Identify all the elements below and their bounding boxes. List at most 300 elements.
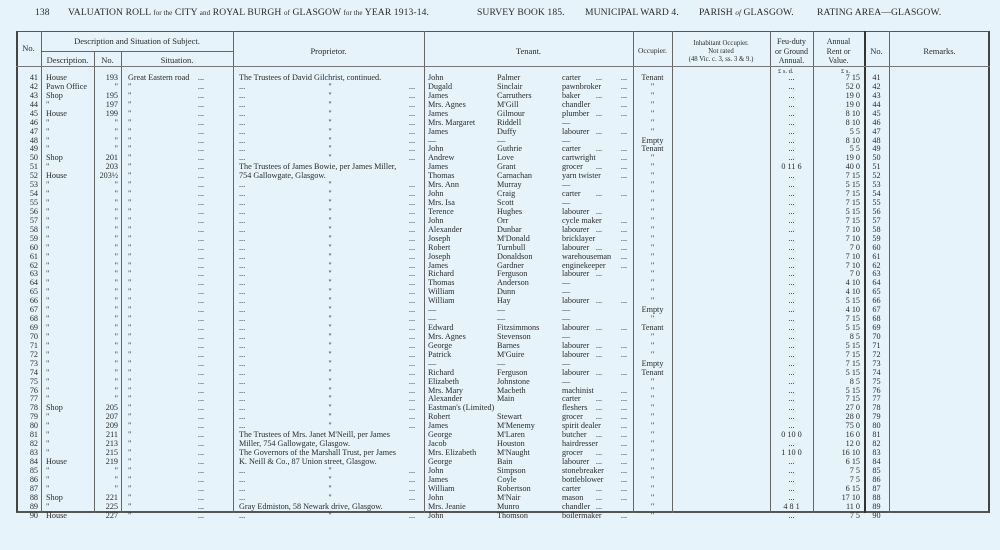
row-description: " — [46, 394, 50, 404]
row-situation: " — [128, 448, 132, 458]
row-street-number: " — [114, 358, 118, 368]
row-proprietor-dots: ... — [408, 224, 416, 234]
row-proprietor: ... — [239, 287, 246, 297]
row-annual-rent: 28 0 — [845, 412, 860, 422]
row-situation-dots: ... — [197, 135, 205, 145]
row-proprietor: K. Neill & Co., 87 Union street, Glasgow. — [239, 456, 377, 466]
row-proprietor: ... — [239, 421, 246, 431]
row-occupation-dots-2: ... — [620, 412, 628, 422]
row-proprietor-ditto: " — [328, 403, 332, 413]
row-occupation-dots: ... — [595, 492, 603, 502]
row-description: " — [46, 340, 50, 350]
row-tenant-first-name: — — [428, 358, 437, 368]
table-row — [0, 305, 1000, 314]
row-occupation-dots: ... — [595, 340, 603, 350]
row-description: " — [46, 296, 50, 306]
row-situation: " — [128, 215, 132, 225]
row-occupier: " — [650, 233, 655, 243]
row-proprietor: ... — [239, 126, 246, 136]
col-header-proprietor: Proprietor. — [310, 46, 347, 56]
row-tenant-occupation: carter — [562, 73, 581, 82]
row-occupation-dots-2: ... — [620, 233, 628, 243]
table-row — [0, 412, 1000, 421]
row-proprietor: ... — [239, 206, 246, 216]
row-street-number: 219 — [105, 456, 118, 466]
row-proprietor-dots: ... — [408, 510, 416, 520]
row-tenant-first-name: John — [428, 144, 444, 154]
row-occupation-dots-2: ... — [620, 242, 628, 252]
row-occupation-dots-2: ... — [620, 394, 628, 404]
row-tenant-occupation: pawnbroker — [562, 81, 602, 91]
row-occupation-dots-2: ... — [620, 349, 628, 359]
row-occupier: " — [650, 242, 655, 252]
row-tenant-first-name: George — [428, 340, 452, 350]
row-number-right: 56 — [872, 206, 881, 216]
row-situation-dots: ... — [197, 144, 205, 154]
row-occupation-dots-2: ... — [620, 215, 628, 225]
table-row — [0, 484, 1000, 493]
row-number: 51 — [29, 162, 38, 172]
row-number: 73 — [29, 358, 38, 368]
row-number: 63 — [29, 269, 38, 279]
row-number-right: 89 — [872, 501, 881, 511]
row-tenant-first-name: Edward — [428, 323, 454, 333]
row-proprietor: ... — [239, 367, 246, 377]
row-description: " — [46, 367, 50, 377]
row-tenant-occupation: chandler — [562, 501, 591, 511]
row-description: Shop — [46, 90, 63, 100]
roll-title: VALUATION ROLL for the CITY and ROYAL BURGH of GLASGOW for the YEAR 1913-14. — [68, 7, 429, 18]
row-situation: " — [128, 340, 132, 350]
row-number-right: 41 — [872, 73, 881, 82]
row-proprietor: The Trustees of David Gilchrist, continued. — [239, 73, 382, 82]
row-proprietor: ... — [239, 215, 246, 225]
row-number-right: 52 — [872, 171, 881, 181]
row-number: 56 — [29, 206, 38, 216]
row-situation-dots: ... — [197, 180, 205, 190]
row-feu-duty: ... — [788, 492, 795, 502]
row-occupier: " — [650, 314, 655, 324]
row-street-number: " — [114, 314, 118, 324]
row-tenant-surname: Hay — [497, 296, 511, 306]
row-annual-rent: 75 0 — [845, 421, 860, 431]
row-street-number: 221 — [105, 492, 118, 502]
row-occupation-dots-2: ... — [620, 510, 628, 520]
row-tenant-occupation: labourer — [562, 126, 590, 136]
row-occupation-dots: ... — [595, 242, 603, 252]
row-annual-rent: 5 15 — [845, 296, 860, 306]
row-tenant-occupation: — — [562, 376, 571, 386]
row-tenant-surname: Orr — [497, 215, 509, 225]
row-situation-dots: ... — [197, 90, 205, 100]
row-occupation-dots-2: ... — [620, 367, 628, 377]
row-proprietor: ... — [239, 314, 246, 324]
row-proprietor-ditto: " — [328, 340, 332, 350]
row-occupier: " — [650, 501, 655, 511]
municipal-ward: MUNICIPAL WARD 4. — [585, 7, 679, 18]
row-situation: " — [128, 510, 132, 520]
col-header-no-right: No. — [870, 46, 883, 56]
row-tenant-first-name: Mrs. Elizabeth — [428, 448, 477, 458]
row-tenant-surname: Simpson — [497, 465, 526, 475]
row-proprietor-ditto: " — [328, 81, 332, 91]
row-proprietor-dots: ... — [408, 412, 416, 422]
row-proprietor: The Governors of the Marshall Trust, per James — [239, 448, 396, 458]
row-occupation-dots-2: ... — [620, 73, 628, 82]
row-situation: " — [128, 162, 132, 172]
row-number-right: 67 — [872, 305, 881, 315]
table-row — [0, 252, 1000, 261]
row-occupier: " — [650, 171, 655, 181]
row-situation-dots: ... — [197, 233, 205, 243]
row-number-right: 58 — [872, 224, 881, 234]
row-situation-dots: ... — [197, 81, 205, 91]
row-tenant-first-name: Thomas — [428, 171, 455, 181]
row-tenant-surname: Hughes — [497, 206, 523, 216]
row-proprietor: ... — [239, 296, 246, 306]
row-number: 59 — [29, 233, 38, 243]
row-situation: " — [128, 465, 132, 475]
row-number: 66 — [29, 296, 38, 306]
row-description: " — [46, 483, 50, 493]
row-proprietor: ... — [239, 403, 246, 413]
row-proprietor-dots: ... — [408, 215, 416, 225]
row-proprietor: ... — [239, 144, 246, 154]
row-number: 49 — [29, 144, 38, 154]
row-proprietor-ditto: " — [328, 117, 332, 127]
row-description: " — [46, 215, 50, 225]
row-situation: " — [128, 153, 132, 163]
row-situation-dots: ... — [197, 314, 205, 324]
row-situation: " — [128, 117, 132, 127]
row-annual-rent: 8 5 — [849, 331, 860, 341]
row-proprietor-ditto: " — [328, 287, 332, 297]
row-proprietor-dots: ... — [408, 305, 416, 315]
row-number-right: 77 — [872, 394, 881, 404]
row-number-right: 47 — [872, 126, 881, 136]
row-occupation-dots: ... — [595, 448, 603, 458]
row-annual-rent: 19 0 — [845, 90, 860, 100]
row-number-right: 61 — [872, 251, 881, 261]
row-number: 50 — [29, 153, 38, 163]
row-tenant-occupation: — — [562, 198, 571, 208]
table-row — [0, 153, 1000, 162]
row-street-number: " — [114, 215, 118, 225]
row-tenant-surname: Robertson — [497, 483, 531, 493]
row-number-right: 45 — [872, 108, 881, 118]
row-street-number: " — [114, 367, 118, 377]
row-street-number: 225 — [105, 501, 118, 511]
row-street-number: " — [114, 189, 118, 199]
row-proprietor-ditto: " — [328, 385, 332, 395]
row-situation-dots: ... — [197, 367, 205, 377]
row-number-right: 80 — [872, 421, 881, 431]
row-tenant-occupation: yarn twister — [562, 171, 601, 181]
row-tenant-surname: Thomson — [497, 510, 528, 520]
row-tenant-surname: Duffy — [497, 126, 517, 136]
table-row — [0, 127, 1000, 136]
row-number-right: 90 — [872, 510, 881, 520]
row-tenant-occupation: — — [562, 117, 571, 127]
row-description: " — [46, 331, 50, 341]
row-street-number: 195 — [105, 90, 118, 100]
row-tenant-first-name: Alexander — [428, 394, 463, 404]
row-description: " — [46, 323, 50, 333]
row-proprietor-dots: ... — [408, 474, 416, 484]
row-street-number: " — [114, 135, 118, 145]
row-situation-dots: ... — [197, 456, 205, 466]
row-proprietor-ditto: " — [328, 323, 332, 333]
row-proprietor-dots: ... — [408, 260, 416, 270]
row-tenant-surname: — — [497, 358, 506, 368]
table-row — [0, 359, 1000, 368]
row-proprietor-ditto: " — [328, 269, 332, 279]
row-occupier: Tenant — [641, 367, 664, 377]
row-feu-duty: ... — [788, 474, 795, 484]
row-tenant-first-name: Mrs. Agnes — [428, 99, 466, 109]
row-situation: " — [128, 233, 132, 243]
row-annual-rent: 6 15 — [845, 456, 860, 466]
row-occupier: " — [650, 81, 655, 91]
row-number: 67 — [29, 305, 38, 315]
row-tenant-occupation: mason — [562, 492, 584, 502]
row-situation-dots: ... — [197, 73, 205, 82]
row-tenant-surname: — — [497, 135, 506, 145]
row-proprietor-dots: ... — [408, 135, 416, 145]
row-occupation-dots: ... — [595, 394, 603, 404]
row-feu-duty: ... — [788, 198, 795, 208]
row-occupier: " — [650, 99, 655, 109]
row-annual-rent: 7 15 — [845, 73, 860, 82]
row-annual-rent: 7 0 — [849, 242, 860, 252]
row-proprietor-ditto: " — [328, 180, 332, 190]
table-row — [0, 511, 1000, 520]
row-situation-dots: ... — [197, 412, 205, 422]
row-tenant-first-name: Richard — [428, 367, 454, 377]
row-proprietor: ... — [239, 135, 246, 145]
row-tenant-surname: M'Guire — [497, 349, 525, 359]
row-proprietor: ... — [239, 412, 246, 422]
row-tenant-occupation: labourer — [562, 340, 590, 350]
row-occupation-dots-2: ... — [620, 81, 628, 91]
row-situation: " — [128, 287, 132, 297]
row-situation-dots: ... — [197, 439, 205, 449]
row-occupation-dots: ... — [595, 269, 603, 279]
row-proprietor: ... — [239, 269, 246, 279]
row-annual-rent: 7 15 — [845, 198, 860, 208]
row-number-right: 42 — [872, 81, 881, 91]
row-situation-dots: ... — [197, 323, 205, 333]
row-number: 87 — [29, 483, 38, 493]
row-tenant-surname: M'Naught — [497, 448, 530, 458]
row-occupier: " — [650, 251, 655, 261]
row-annual-rent: 4 10 — [845, 305, 860, 315]
row-occupation-dots: ... — [595, 483, 603, 493]
row-description: Shop — [46, 153, 63, 163]
row-number-right: 62 — [872, 260, 881, 270]
row-situation: " — [128, 501, 132, 511]
row-street-number: 209 — [105, 421, 118, 431]
row-proprietor-dots: ... — [408, 269, 416, 279]
row-number: 82 — [29, 439, 38, 449]
row-annual-rent: 7 5 — [849, 474, 860, 484]
row-proprietor-dots: ... — [408, 117, 416, 127]
row-description: " — [46, 474, 50, 484]
row-street-number: " — [114, 81, 118, 91]
row-tenant-surname: M'Menemy — [497, 421, 535, 431]
row-proprietor-ditto: " — [328, 483, 332, 493]
row-tenant-first-name: James — [428, 162, 449, 172]
row-occupation-dots-2: ... — [620, 99, 628, 109]
row-situation: " — [128, 474, 132, 484]
table-row — [0, 403, 1000, 412]
row-tenant-occupation: grocer — [562, 448, 583, 458]
row-street-number: 227 — [105, 510, 118, 520]
row-occupation-dots: ... — [595, 323, 603, 333]
row-occupation-dots: ... — [595, 430, 603, 440]
row-proprietor-ditto: " — [328, 331, 332, 341]
row-tenant-surname: Dunbar — [497, 224, 522, 234]
row-occupation-dots-2: ... — [620, 153, 628, 163]
row-situation: " — [128, 385, 132, 395]
row-street-number: " — [114, 126, 118, 136]
row-number-right: 46 — [872, 117, 881, 127]
row-number-right: 85 — [872, 465, 881, 475]
row-annual-rent: 7 5 — [849, 510, 860, 520]
row-situation-dots: ... — [197, 340, 205, 350]
row-proprietor-ditto: " — [328, 314, 332, 324]
row-annual-rent: 8 5 — [849, 376, 860, 386]
row-proprietor-ditto: " — [328, 394, 332, 404]
row-tenant-occupation: labourer — [562, 349, 590, 359]
row-tenant-first-name: James — [428, 260, 449, 270]
row-situation: Great Eastern road — [128, 73, 190, 82]
row-number-right: 81 — [872, 430, 881, 440]
table-row — [0, 91, 1000, 100]
row-occupier: " — [650, 198, 655, 208]
row-number-right: 70 — [872, 331, 881, 341]
row-occupation-dots-2: ... — [620, 126, 628, 136]
row-feu-duty: ... — [788, 323, 795, 333]
row-number: 41 — [29, 73, 38, 82]
row-tenant-occupation: labourer — [562, 456, 590, 466]
row-feu-duty: ... — [788, 269, 795, 279]
row-description: " — [46, 126, 50, 136]
row-proprietor-ditto: " — [328, 215, 332, 225]
row-occupier: " — [650, 412, 655, 422]
row-proprietor-dots: ... — [408, 421, 416, 431]
row-feu-duty: ... — [788, 385, 795, 395]
row-street-number: " — [114, 224, 118, 234]
row-street-number: 203½ — [99, 171, 118, 181]
row-description: " — [46, 430, 50, 440]
table-row — [0, 368, 1000, 377]
row-number-right: 57 — [872, 215, 881, 225]
row-tenant-surname: Gardner — [497, 260, 524, 270]
col-header-number: No. — [101, 55, 114, 65]
row-proprietor-dots: ... — [408, 483, 416, 493]
page-header — [35, 7, 975, 21]
row-situation-dots: ... — [197, 492, 205, 502]
row-number-right: 48 — [872, 135, 881, 145]
row-occupier: " — [650, 269, 655, 279]
row-tenant-occupation: chandler — [562, 99, 591, 109]
table-row — [0, 448, 1000, 457]
row-feu-duty: 1 10 0 — [781, 448, 802, 458]
row-situation: " — [128, 412, 132, 422]
row-number-right: 43 — [872, 90, 881, 100]
row-annual-rent: 7 10 — [845, 233, 860, 243]
row-tenant-occupation: — — [562, 331, 571, 341]
row-proprietor-ditto: " — [328, 260, 332, 270]
row-tenant-surname: Turnbull — [497, 242, 526, 252]
row-tenant-occupation: stonebreaker — [562, 465, 604, 475]
row-situation-dots: ... — [197, 251, 205, 261]
row-tenant-occupation: labourer — [562, 323, 590, 333]
row-feu-duty: ... — [788, 367, 795, 377]
row-situation-dots: ... — [197, 153, 205, 163]
row-situation: " — [128, 358, 132, 368]
row-proprietor-ditto: " — [328, 376, 332, 386]
row-occupier: " — [650, 215, 655, 225]
row-feu-duty: ... — [788, 189, 795, 199]
row-tenant-occupation: grocer — [562, 162, 583, 172]
table-row — [0, 269, 1000, 278]
row-occupier: Tenant — [641, 144, 664, 154]
row-annual-rent: 52 0 — [845, 81, 860, 91]
row-number: 65 — [29, 287, 38, 297]
row-situation-dots: ... — [197, 206, 205, 216]
row-tenant-occupation: fleshers — [562, 403, 588, 413]
row-tenant-surname: Anderson — [497, 278, 529, 288]
table-row — [0, 100, 1000, 109]
row-tenant-surname: Guthrie — [497, 144, 523, 154]
row-number: 61 — [29, 251, 38, 261]
row-tenant-surname: Carruthers — [497, 90, 532, 100]
row-tenant-occupation: machinist — [562, 385, 594, 395]
row-proprietor: ... — [239, 376, 246, 386]
row-proprietor-ditto: " — [328, 90, 332, 100]
table-row — [0, 493, 1000, 502]
row-occupier: " — [650, 483, 655, 493]
row-proprietor-ditto: " — [328, 189, 332, 199]
row-number: 48 — [29, 135, 38, 145]
row-situation: " — [128, 126, 132, 136]
row-street-number: " — [114, 474, 118, 484]
row-situation: " — [128, 90, 132, 100]
row-tenant-surname: Carnachan — [497, 171, 533, 181]
row-occupation-dots-2: ... — [620, 189, 628, 199]
row-street-number: " — [114, 233, 118, 243]
row-tenant-first-name: Elizabeth — [428, 376, 459, 386]
row-feu-duty: ... — [788, 108, 795, 118]
table-row — [0, 82, 1000, 91]
row-proprietor: ... — [239, 483, 246, 493]
row-number-right: 79 — [872, 412, 881, 422]
row-number-right: 54 — [872, 189, 881, 199]
row-proprietor-dots: ... — [408, 90, 416, 100]
row-annual-rent: 7 5 — [849, 465, 860, 475]
row-situation: " — [128, 260, 132, 270]
row-proprietor-dots: ... — [408, 189, 416, 199]
row-description: " — [46, 412, 50, 422]
row-tenant-occupation: warehouseman — [562, 251, 612, 261]
row-annual-rent: 8 10 — [845, 108, 860, 118]
row-feu-duty: ... — [788, 135, 795, 145]
row-occupier: " — [650, 510, 655, 520]
row-situation-dots: ... — [197, 99, 205, 109]
row-proprietor-dots: ... — [408, 376, 416, 386]
